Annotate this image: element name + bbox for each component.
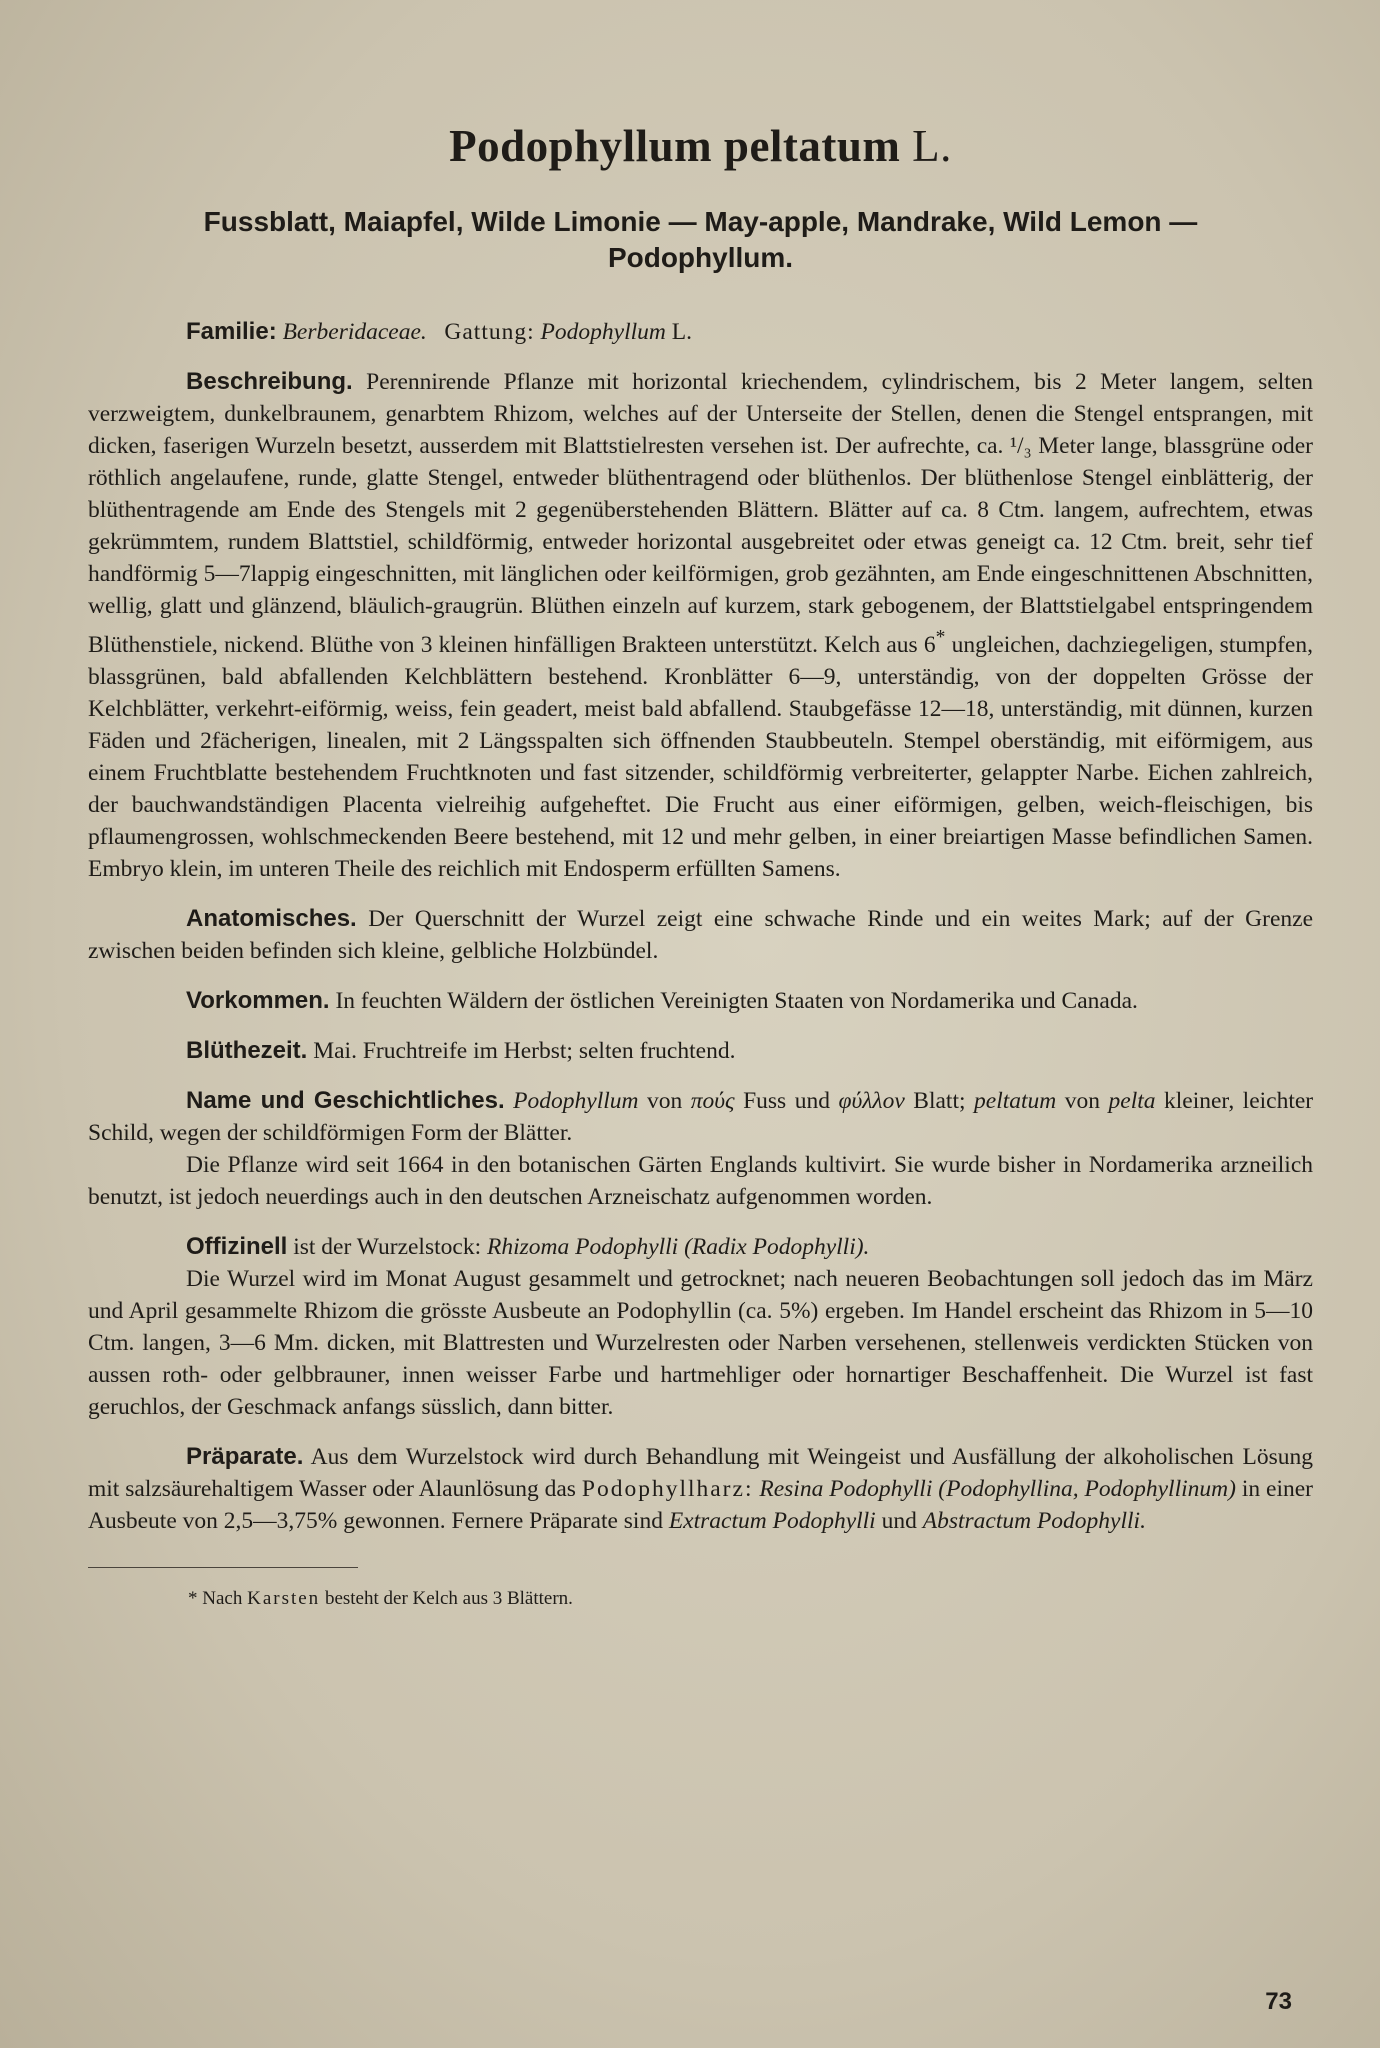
name-paragraph-2: Die Pflanze wird seit 1664 in den botanischen Gärten Englands kultivirt. Sie wurde bisher in Nordamerika arzneilich benutzt, ist jedoch neuerdings auch in den deutschen Arzneischatz aufgenommen worden. — [88, 1151, 1313, 1210]
common-names: Fussblatt, Maiapfel, Wilde Limonie — May-apple, Mandrake, Wild Lemon — Podophyllum. — [203, 206, 1198, 273]
vorkommen-paragraph — [88, 985, 1313, 1017]
page-title — [88, 120, 1313, 172]
praeparate-text-1: Aus dem Wurzelstock wird durch Behandlung mit Weingeist und Ausfällung der alkoholischen Lösung mit salzsäurehaltigem Wasser oder Alaunlösung das — [88, 1443, 1313, 1502]
familie-paragraph — [88, 316, 1313, 348]
familie-heading: Familie: — [186, 318, 277, 345]
praeparate-paragraph — [88, 1441, 1313, 1537]
name-term-pelta: pelta — [1108, 1087, 1156, 1114]
name-paragraph — [88, 1085, 1313, 1149]
offizinell-drug: Rhizoma Podophylli — [486, 1233, 679, 1260]
offizinell-paragraph — [88, 1231, 1313, 1263]
page-number: 73 — [1265, 1988, 1292, 2015]
footnote — [188, 1586, 1313, 1612]
gattung-label: Gattung: — [444, 319, 535, 345]
footnote-divider — [88, 1567, 358, 1568]
footnote-author: Karsten — [247, 1587, 321, 1609]
praeparate-extract: Extractum Podophylli — [668, 1507, 876, 1534]
name-von-2: von — [1064, 1087, 1101, 1114]
name-von-1: von — [646, 1087, 683, 1114]
anatomisches-text: Der Querschnitt der Wurzel zeigt eine schwache Rinde und ein weites Mark; auf der Grenze zwischen beiden befinden sich kleine, gelbliche Holzbündel. — [88, 905, 1314, 964]
bluethezeit-text: Mai. Fruchtreife im Herbst; selten fruchtend. — [313, 1037, 736, 1064]
footnote-text-2: besteht der Kelch aus 3 Blättern. — [324, 1587, 573, 1609]
species-author: L. — [912, 121, 952, 171]
name-gloss-2: Blatt; — [913, 1087, 966, 1114]
praeparate-und: und — [881, 1507, 917, 1534]
name-term-peltatum: peltatum — [974, 1087, 1057, 1114]
anatomisches-heading: Anatomisches. — [186, 904, 357, 932]
praeparate-resin: Resina Podophylli — [759, 1475, 933, 1502]
footnote-text-1: Nach — [202, 1587, 243, 1609]
footnote-mark: * — [188, 1587, 198, 1609]
offizinell-paragraph-2: Die Wurzel wird im Monat August gesammelt und getrocknet; nach neueren Beobachtungen soll jedoch das im März und April gesammelte Rhizom die grösste Ausbeute an Podophyllin (ca. 5%) ergeben. Im Handel erscheint das Rhizom in 5—10 Ctm. langen, 3—6 Mm. dicken, mit Blattresten und Wurzelresten oder Narben versehenen, stellenweis verdickten Stücken von aussen roth- oder gelbbrauner, innen weisser Farbe und hartmehliger oder hornartiger Beschaffenheit. Die Wurzel ist fast geruchlos, der Geschmack anfangs süsslich, dann bitter. — [88, 1265, 1313, 1420]
footnote-reference: * — [935, 627, 946, 648]
greek-pous: πούς — [690, 1087, 735, 1114]
bluethezeit-heading: Blüthezeit. — [186, 1036, 308, 1064]
name-term-podophyllum: Podophyllum — [513, 1087, 639, 1114]
page-content — [88, 120, 1313, 1612]
beschreibung-paragraph — [88, 366, 1313, 885]
praeparate-text-2: in einer Ausbeute von 2,5—3,75% gewonnen. Fernere Präparate sind — [88, 1475, 1313, 1534]
offizinell-lead: ist der Wurzelstock: — [293, 1233, 482, 1260]
name-gloss-3: kleiner, leichter Schild, wegen der schildförmigen Form der Blätter. — [88, 1087, 1314, 1146]
offizinell-heading: Offizinell — [186, 1232, 288, 1260]
bluethezeit-paragraph — [88, 1035, 1313, 1067]
vorkommen-text: In feuchten Wäldern der östlichen Vereinigten Staaten von Nordamerika und Canada. — [335, 987, 1138, 1014]
beschreibung-text-2: ungleichen, dachziegeligen, stumpfen, blassgrünen, bald abfallenden Kelchblättern bestehend. Kronblätter 6—9, unterständig, von der doppelten Grösse der Kelchblätter, verkehrt-eiförmig, weiss, fein geadert, meist bald abfallend. Staubgefässe 12—18, unterständig, mit dünnen, kurzen Fäden und 2fächerigen, linealen, mit 2 Längsspalten sich öffnenden Staubbeuteln. Stempel oberständig, mit eiförmigem, aus einem Fruchtblatte bestehendem Fruchtknoten und fast sitzender, schildförmig verbreiterter, gelappter Narbe. Eichen zahlreich, der bauchwandständigen Placenta vielreihig aufgeheftet. Die Frucht aus einer eiförmigen, gelben, weich-fleischigen, bis pflaumengrossen, wohlschmeckenden Beere bestehend, mit 12 und mehr gelben, in einer breiartigen Masse befindlichen Samen. Embryo klein, im unteren Theile des reichlich mit Endosperm erfüllten Samens. — [88, 631, 1313, 882]
name-gloss-1: Fuss und — [743, 1087, 830, 1114]
name-heading: Name und Geschichtliches. — [186, 1086, 505, 1114]
species-name: Podophyllum peltatum — [449, 121, 901, 171]
beschreibung-text-1: Perennirende Pflanze mit horizontal kriechendem, cylindrischem, bis 2 Meter langem, selten verzweigtem, dunkelbraunem, genarbtem Rhizom, welches auf der Unterseite der Stellen, denen die Stengel entsprangen, mit dicken, faserigen Wurzeln besetzt, ausserdem mit Blattstielresten versehen ist. Der aufrechte, ca. ¹/₃ Meter lange, blassgrüne oder röthlich angelaufene, runde, glatte Stengel, entweder blüthentragend oder blüthenlos. Der blüthenlose Stengel einblätterig, der blüthentragende am Ende des Stengels mit 2 gegenüberstehenden Blättern. Blätter auf ca. 8 Ctm. langem, aufrechtem, etwas gekrümmtem, rundem Blattstiel, schildförmig, entweder horizontal ausgebreitet oder etwas geneigt ca. 12 Ctm. breit, sehr tief handförmig 5—7lappig eingeschnitten, mit länglichen oder keilförmigen, grob gezähnten, am Ende eingeschnittenen Abschnitten, wellig, glatt und glänzend, bläulich-graugrün. Blüthen einzeln auf kurzem, stark gebogenem, der Blattstielgabel entspringendem Blüthenstiele, nickend. Blüthe von 3 kleinen hinfälligen Brakteen unterstützt. Kelch aus 6 — [88, 369, 1313, 658]
praeparate-heading: Präparate. — [186, 1442, 304, 1470]
beschreibung-heading: Beschreibung. — [186, 368, 353, 395]
anatomisches-paragraph — [88, 903, 1313, 967]
familie-value: Berberidaceae. — [282, 319, 427, 345]
greek-phyllon: φύλλον — [838, 1087, 905, 1114]
praeparate-resin-alt: (Podophyllina, Podophyllinum) — [938, 1475, 1236, 1502]
gattung-author: L. — [671, 319, 692, 345]
gattung-value: Podophyllum — [540, 319, 666, 345]
praeparate-abstract: Abstractum Podophylli. — [922, 1507, 1146, 1534]
praeparate-podophyllharz: Podophyllharz: — [581, 1475, 754, 1502]
vorkommen-heading: Vorkommen. — [186, 986, 330, 1014]
offizinell-drug-alt: (Radix Podophylli). — [684, 1233, 870, 1260]
